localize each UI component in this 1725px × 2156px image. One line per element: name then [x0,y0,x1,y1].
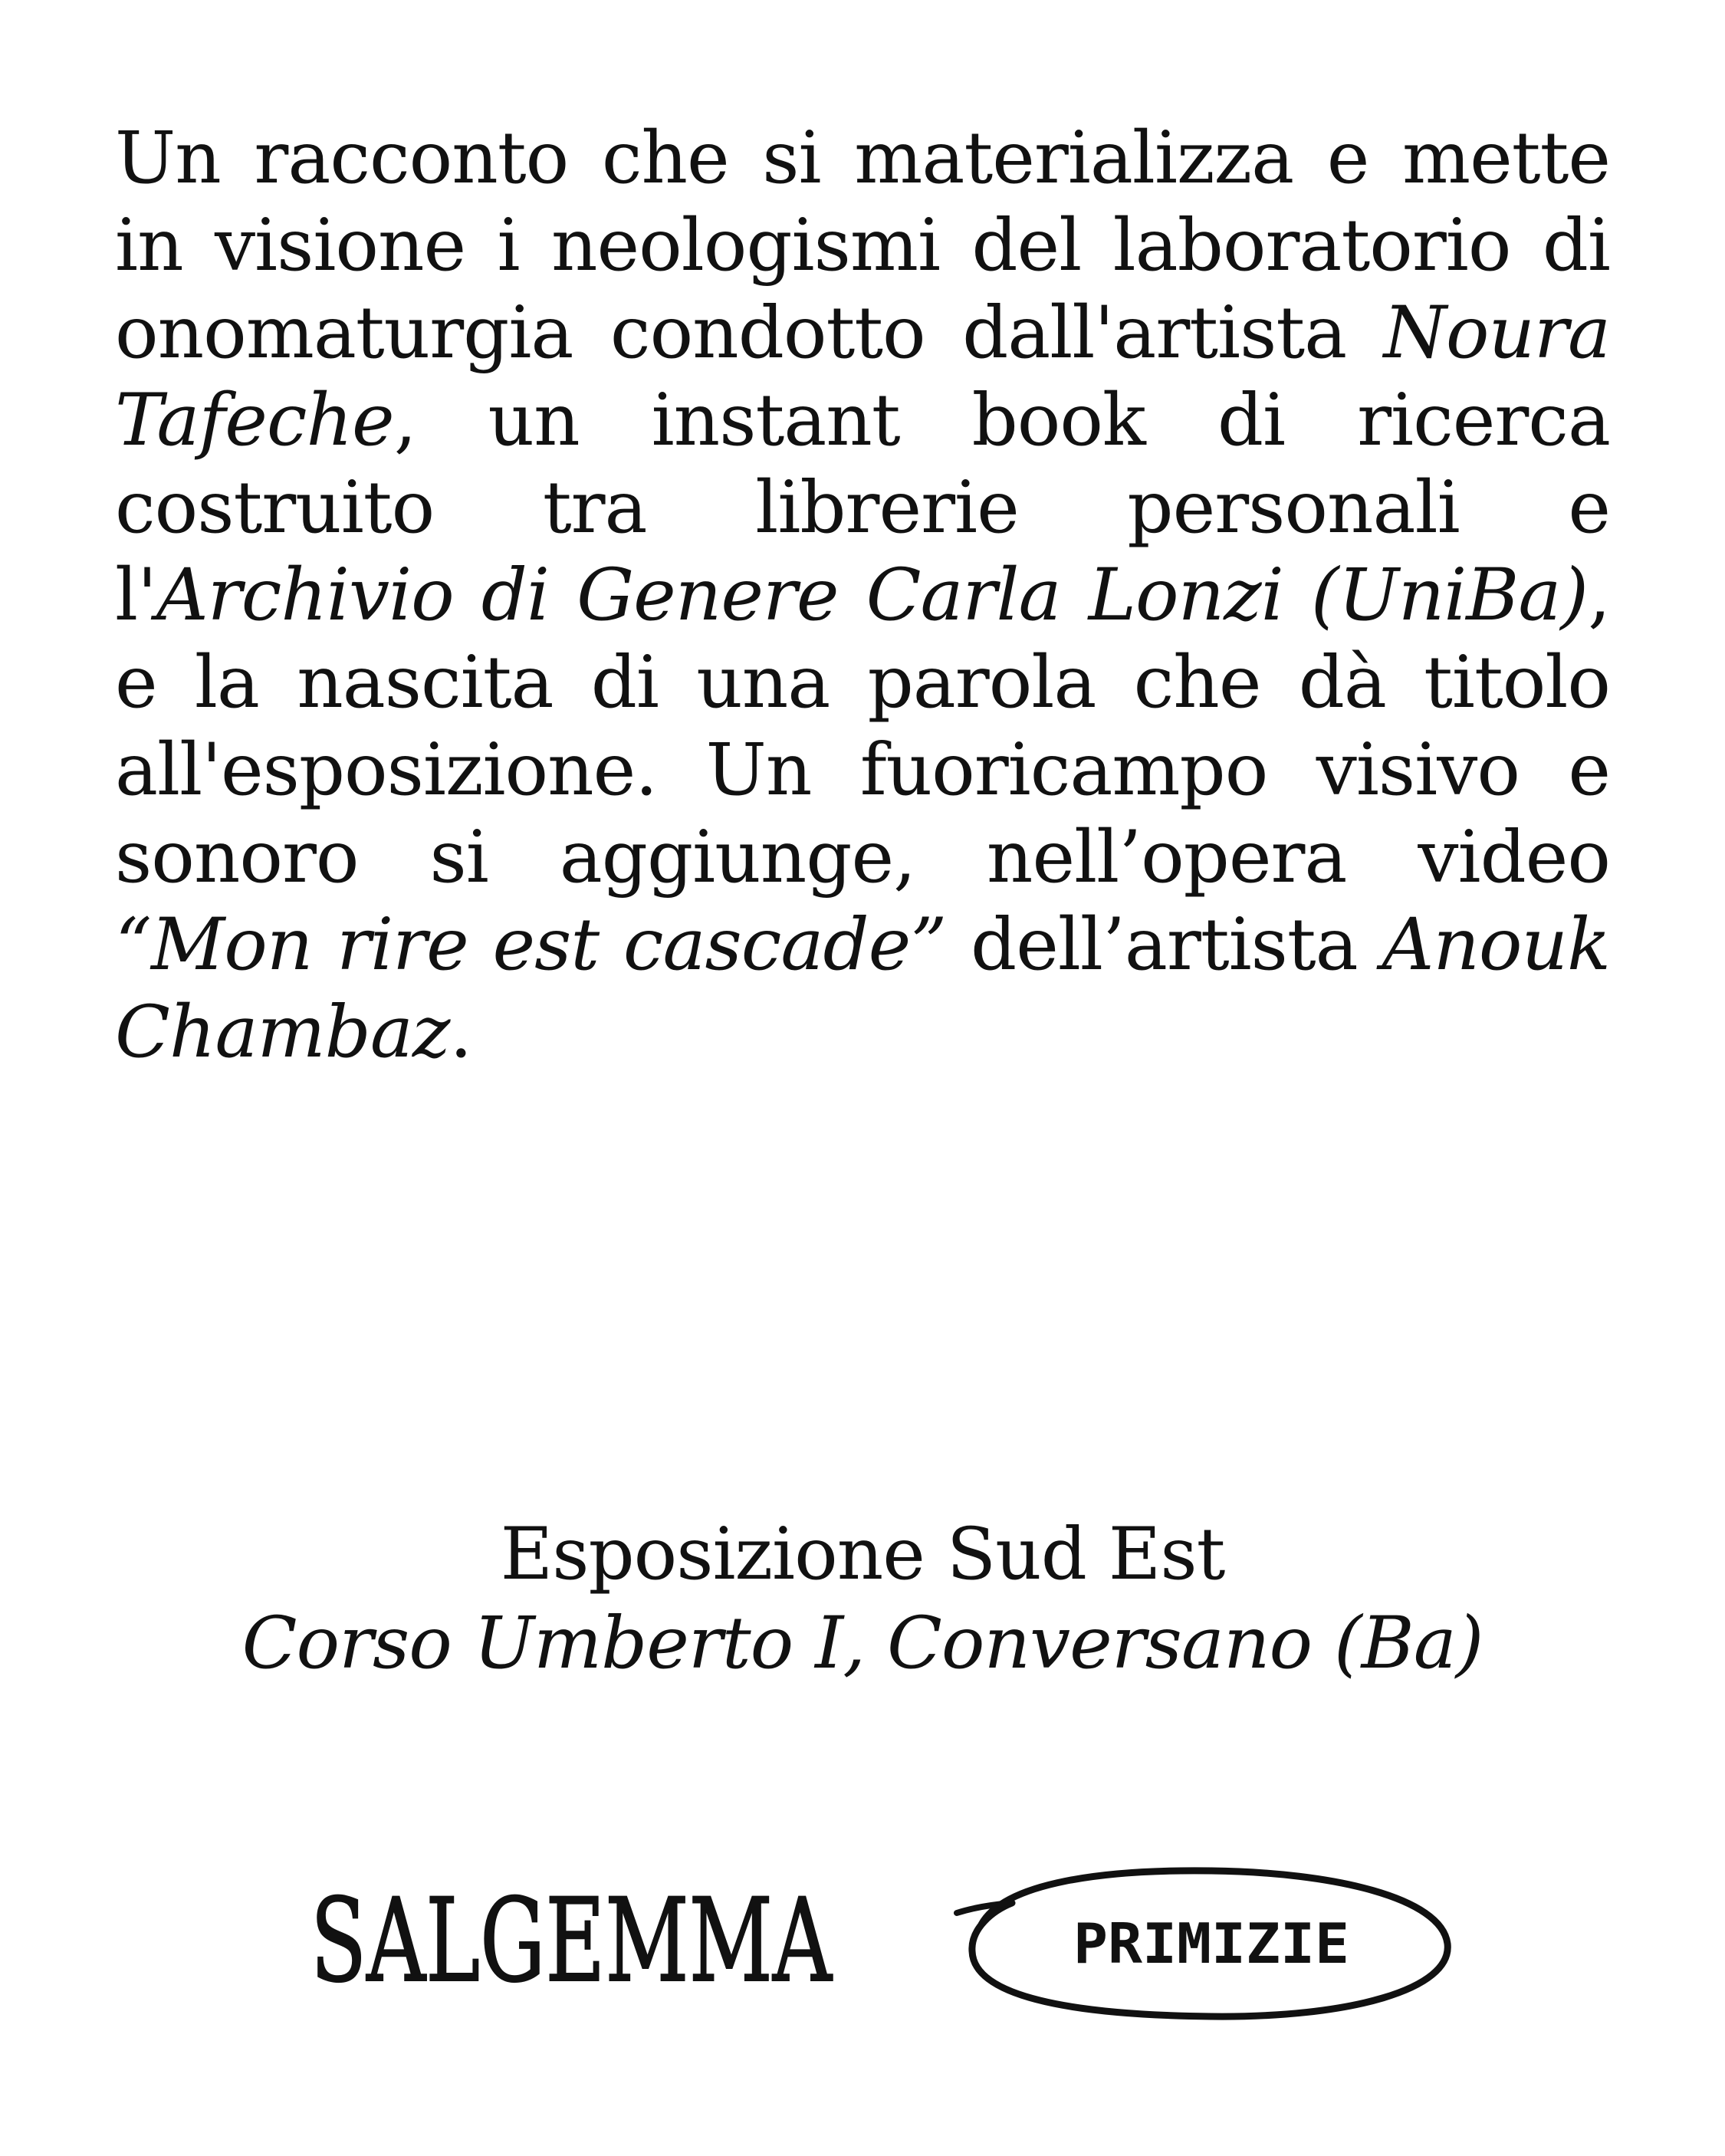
archive-name: Archivio di Genere Carla Lonzi (UniBa) [156,554,1589,637]
salgemma-logo [303,1875,840,2008]
venue-address: Corso Umberto I, Conversano (Ba) [242,1602,1484,1685]
venue-name: Esposizione Sud Est [500,1513,1225,1596]
salgemma-logo-text: SALGEMMA [310,1875,833,2008]
description-paragraph [115,115,1610,1076]
primizie-logo [951,1855,1460,2028]
logos-row [0,1840,1725,2039]
artist-name-noura-tafeche: Noura Tafeche [115,291,1610,462]
primizie-logo-text: PRIMIZIE [1073,1911,1349,1976]
description-text-5: . [449,991,472,1074]
video-work-title: “Mon rire est cascade” [115,903,947,987]
description-text-3: , e la nascita di una parola che dà titolo all'esposizione. Un fuoricampo visivo e sonoro si aggiunge, nell’opera video [115,554,1610,899]
venue-block [0,1510,1725,1688]
description-text-1: Un racconto che si materializza e mette in visione i neologismi del laboratorio di onomaturgia condotto dall'artista [115,117,1610,375]
description-text-4: dell’artista [946,903,1382,987]
artist-name-anouk-chambaz: Anouk Chambaz [115,903,1610,1074]
description-text-2: , un instant book di ricerca costruito tra librerie personali e l' [115,379,1610,637]
